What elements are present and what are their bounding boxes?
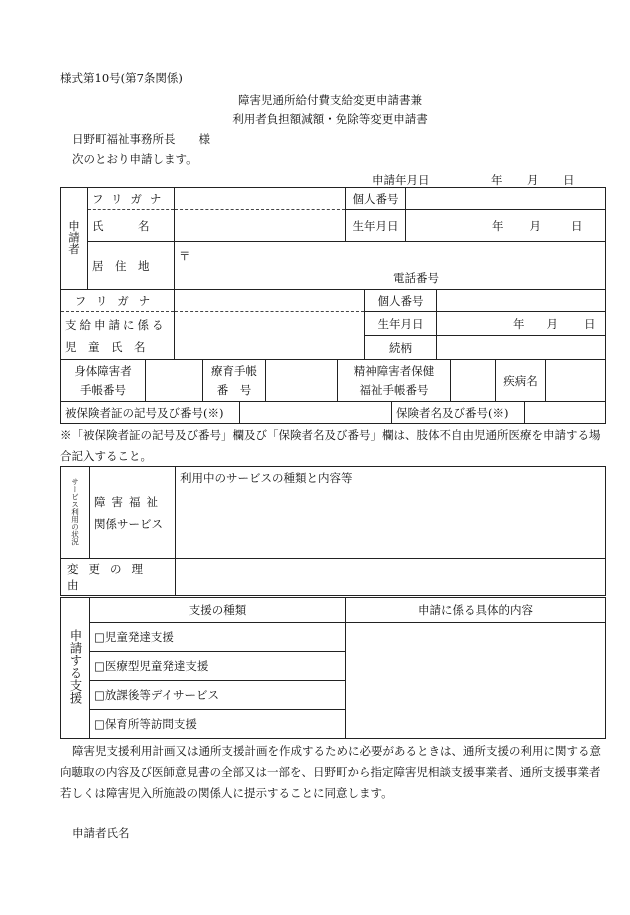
disease-label: 疾病名 (496, 360, 546, 402)
applicant-section-label: 申請者 (61, 188, 88, 290)
child-table (60, 289, 606, 360)
support-section-label: 申請する支援 (61, 598, 90, 739)
rehab-handbook-label: 療育手帳 番 号 (203, 360, 266, 402)
handbook-table (60, 359, 606, 402)
child-relation-label: 続柄 (365, 336, 437, 360)
insurance-table (60, 401, 606, 424)
month-label: 月 (527, 173, 539, 187)
child-furigana-label: フリガナ (61, 290, 175, 312)
applicant-furigana-field[interactable] (175, 188, 346, 210)
child-birth-label: 生年月日 (365, 312, 437, 336)
insurer-label: 保険者名及び番号(※) (392, 402, 525, 424)
child-name-field[interactable] (175, 312, 365, 360)
insurance-symbol-field[interactable] (240, 402, 392, 424)
child-personal-no-field[interactable] (437, 290, 606, 312)
support-table (60, 597, 606, 739)
insurer-field[interactable] (525, 402, 606, 424)
service-section-label: サービス利用の状況 (61, 467, 90, 559)
applicant-address-field[interactable] (175, 242, 606, 290)
child-furigana-field[interactable] (175, 290, 365, 312)
form-title-line1: 障害児通所給付費支給変更申請書兼 (238, 93, 422, 107)
physical-handbook-field[interactable] (146, 360, 203, 402)
phone-label: 電話番号 (393, 271, 439, 285)
child-name-label: 支給申請に係る 児 童 氏 名 (61, 312, 175, 360)
year-label: 年 (491, 173, 503, 187)
service-label: 障害福祉 関係サービス (90, 467, 176, 559)
form-number: 様式第10号(第7条関係) (60, 71, 183, 85)
service-table (60, 466, 606, 596)
applicant-personal-no-label: 個人番号 (346, 188, 406, 210)
applicant-name-field[interactable] (175, 210, 346, 242)
applicant-birth-field[interactable]: 年 月 日 (406, 210, 606, 242)
applicant-address-label: 居 住 地 (88, 242, 175, 290)
day-label: 日 (563, 173, 575, 187)
applicant-name-label: 氏 名 (88, 210, 175, 242)
physical-handbook-label: 身体障害者 手帳番号 (61, 360, 146, 402)
support-item-medical-child-development[interactable]: □医療型児童発達支援 (90, 652, 346, 681)
addressee: 日野町福祉事務所長 様 (72, 132, 210, 146)
consent-text: 障害児支援利用計画又は通所支援計画を作成するために必要があるときは、通所支援の利用に関する意向聴取の内容及び医師意見書の全部又は一部を、日野町から指定障害児相談支援事業者、通所支援事業者若しくは障害児入所施設の関係人に提示することに同意します。 (60, 744, 601, 800)
form-title-line2: 利用者負担額減額・免除等変更申請書 (232, 112, 428, 126)
support-item-after-school-day-service[interactable]: □放課後等デイサービス (90, 681, 346, 710)
support-content-field[interactable] (346, 623, 606, 739)
applicant-signature-label: 申請者氏名 (72, 826, 130, 840)
support-type-header: 支援の種類 (90, 598, 346, 623)
service-content-field[interactable] (176, 467, 606, 559)
applicant-table (60, 187, 606, 290)
child-personal-no-label: 個人番号 (365, 290, 437, 312)
child-birth-field[interactable]: 年 月 日 (437, 312, 606, 336)
child-relation-field[interactable] (437, 336, 606, 360)
service-content-header: 利用中のサービスの種類と内容等 (180, 471, 353, 485)
mental-handbook-label: 精神障害者保健 福祉手帳番号 (338, 360, 451, 402)
reason-label: 変更の理由 (61, 559, 176, 596)
support-item-child-development[interactable]: □児童発達支援 (90, 623, 346, 652)
disease-field[interactable] (546, 360, 606, 402)
applicant-birth-label: 生年月日 (346, 210, 406, 242)
footnote: ※「被保険者証の記号及び番号」欄及び「保険者名及び番号」欄は、肢体不自由児通所医療を申請する場合記入すること。 (60, 428, 601, 463)
applicant-furigana-label: フリガナ (88, 188, 175, 210)
postal-mark: 〒 (179, 249, 191, 263)
applicant-personal-no-field[interactable] (406, 188, 606, 210)
application-date-label: 申請年月日 (372, 173, 430, 187)
support-content-header: 申請に係る具体的内容 (346, 598, 606, 623)
intro-text: 次のとおり申請します。 (72, 152, 198, 166)
rehab-handbook-field[interactable] (266, 360, 338, 402)
support-item-nursery-visit-support[interactable]: □保育所等訪問支援 (90, 710, 346, 739)
reason-field[interactable] (176, 559, 606, 596)
insurance-symbol-label: 被保険者証の記号及び番号(※) (61, 402, 240, 424)
mental-handbook-field[interactable] (451, 360, 496, 402)
